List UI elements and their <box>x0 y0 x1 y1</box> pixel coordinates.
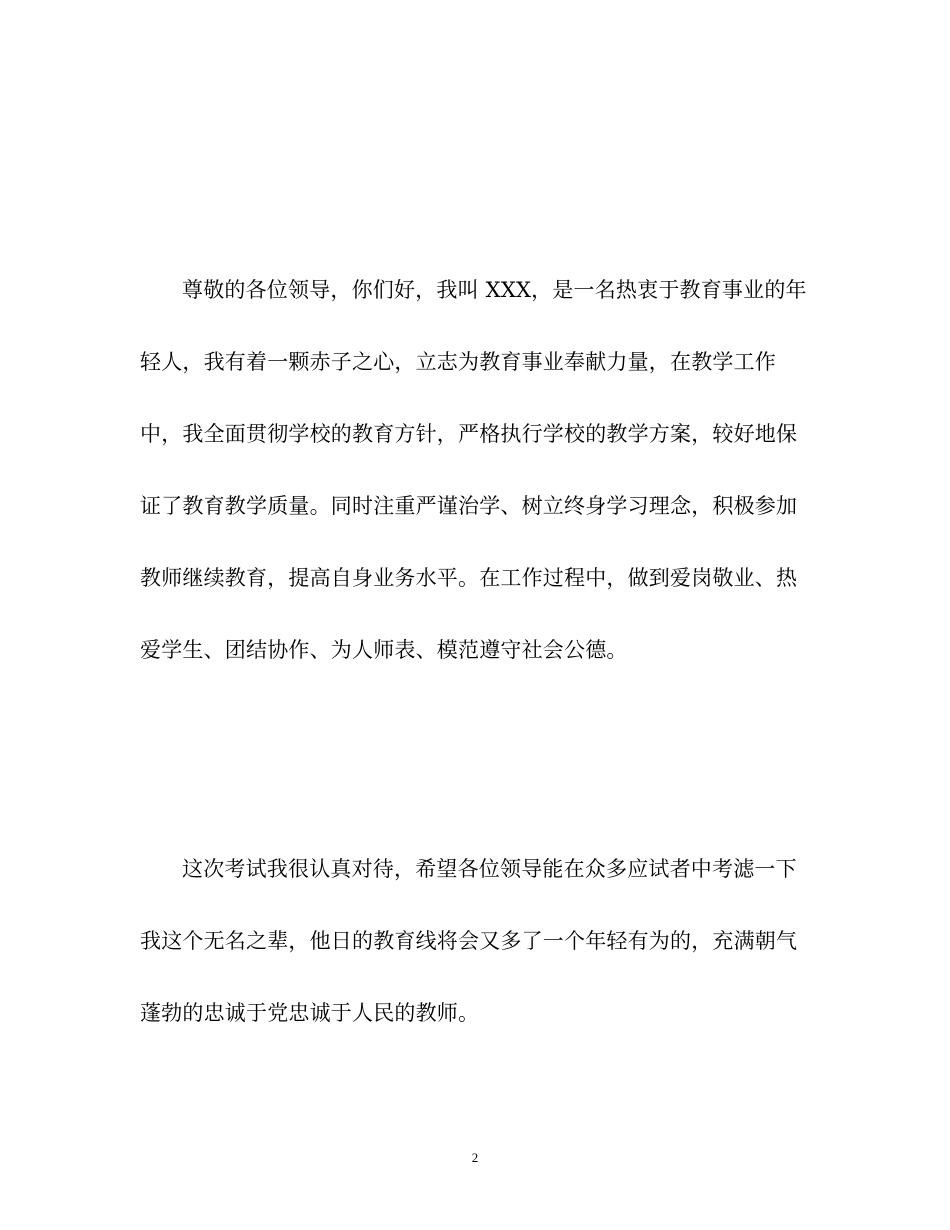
paragraph-line: 这次考试我很认真对待，希望各位领导能在众多应试者中考滤一下 <box>182 857 797 881</box>
page-number: 2 <box>471 1150 479 1165</box>
paragraph-line: 蓬勃的忠诚于党忠诚于人民的教师。 <box>140 1001 480 1025</box>
paragraph-line: 我这个无名之辈，他日的教育线将会又多了一个年轻有为的，充满朝气 <box>140 929 798 953</box>
paragraph-line: 教师继续教育，提高自身业务水平。在工作过程中，做到爱岗敬业、热 <box>140 566 798 590</box>
paragraph-line: 证了教育教学质量。同时注重严谨治学、树立终身学习理念，积极参加 <box>140 494 798 518</box>
paragraph-line: 爱学生、团结协作、为人师表、模范遵守社会公德。 <box>140 638 628 662</box>
paragraph-line: 尊敬的各位领导，你们好，我叫 XXX，是一名热衷于教育事业的年 <box>182 278 807 302</box>
paragraph-line: 中，我全面贯彻学校的教育方针，严格执行学校的教学方案，较好地保 <box>140 422 798 446</box>
paragraph-line: 轻人，我有着一颗赤子之心，立志为教育事业奉献力量，在教学工作 <box>140 350 776 374</box>
